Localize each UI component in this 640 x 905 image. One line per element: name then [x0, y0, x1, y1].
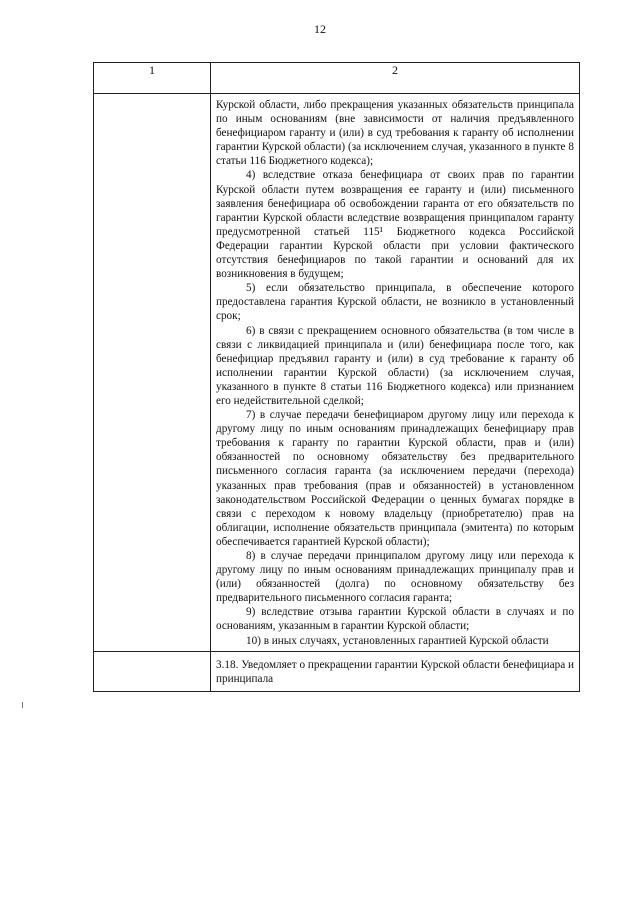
paragraph: 4) вследствие отказа бенефициара от своих прав по гарантии Курской области путем возвращения ее гаранту и (или) письменного заявления бенефициара об освобождении гаранта от его обязательств по гарантии Курской области вследствие возвращения принципалом гаранту предусмотренной статьей 115¹ Бюджетного кодекса Российской Федерации гарантии Курской области при условии фактического отсутствия бенефициаров по такой гарантии и оснований для их возникновения в будущем; [216, 169, 574, 281]
table-row [94, 651, 580, 691]
page-number: 12 [314, 22, 326, 36]
header-col-1: 1 [94, 63, 211, 94]
paragraph: 6) в связи с прекращением основного обязательства (в том числе в связи с ликвидацией принципала и (или) бенефициара после того, как бенефициар предъявил гаранту и (или) в суд требование к гаранту об исполнении гарантии Курской области) (за исключением случая, указанного в пункте 8 статьи 116 Бюджетного кодекса) или признанием его недействительной сделкой; [216, 324, 574, 407]
header-col-2: 2 [211, 63, 580, 94]
paragraph: 3.18. Уведомляет о прекращении гарантии Курской области бенефициара и принципала [216, 658, 574, 685]
empty-cell [94, 651, 211, 691]
document-table [93, 62, 580, 692]
table-header-row [94, 63, 580, 94]
table-row [94, 94, 580, 652]
paragraph: 10) в иных случаях, установленных гарантией Курской области [246, 634, 549, 647]
paragraph: Курской области, либо прекращения указанных обязательств принципала по иным основаниям (вне зависимости от наличия предъявленного бенефициаром гаранту и (или) в суд требования к гаранту об исполнении гарантии Курской области) (за исключением случая, указанного в пункте 8 статьи 116 Бюджетного кодекса); [216, 99, 574, 168]
text-cell [211, 651, 580, 691]
text-cell [211, 94, 580, 652]
scan-mark [22, 702, 23, 708]
paragraph: 7) в случае передачи бенефициаром другому лицу или перехода к другому лицу по иным основаниям принадлежащих бенефициару прав требования к гаранту по гарантии Курской области, прав и (или) обязанностей по основному обязательству без предварительного письменного согласия гаранта (за исключением передачи (перехода) указанных прав требования (прав и обязанностей) в установленном законодательством Российской Федерации о ценных бумагах порядке в связи с переходом к новому владельцу (приобретателю) прав на облигации, исполнение обязательств принципала (эмитента) по которым обеспечивается гарантией Курской области); [216, 409, 574, 548]
paragraph: 8) в случае передачи принципалом другому лицу или перехода к другому лицу по иным основаниям принадлежащих принципалу прав и (или) обязанностей (долга) по основному обязательству без предварительного письменного согласия гаранта; [216, 550, 574, 605]
paragraph: 5) если обязательство принципала, в обеспечение которого предоставлена гарантия Курской области, не возникло в установленный срок; [216, 282, 574, 323]
empty-cell [94, 94, 211, 652]
paragraph: 9) вследствие отзыва гарантии Курской области в случаях и по основаниям, указанным в гарантии Курской области; [216, 606, 574, 633]
